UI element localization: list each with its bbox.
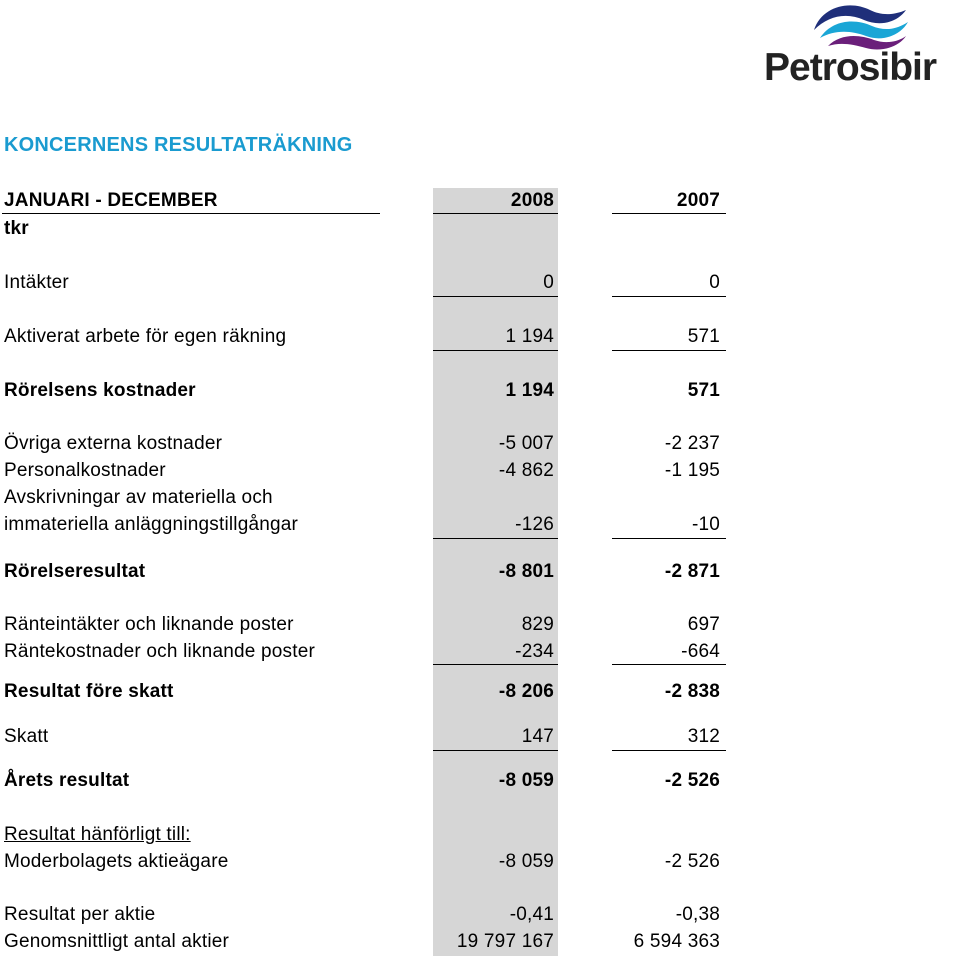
row-rule — [433, 296, 558, 297]
row-value-2008: -126 — [515, 514, 554, 535]
row-label: Resultat hänförligt till: — [4, 824, 191, 845]
unit-label: tkr — [4, 218, 29, 239]
row-rule — [433, 350, 558, 351]
row-value-2007: -10 — [691, 514, 720, 535]
row-rule — [612, 664, 726, 665]
row-value-2007: 697 — [687, 614, 720, 635]
row-value-2007: 571 — [687, 326, 720, 347]
row-label: Resultat före skatt — [4, 681, 174, 702]
row-rule — [433, 538, 558, 539]
document-title: KONCERNENS RESULTATRÄKNING — [4, 134, 353, 156]
row-rule — [612, 750, 726, 751]
row-value-2007: -1 195 — [664, 460, 720, 481]
wave-swoosh-icon — [810, 0, 910, 52]
row-value-2008: 19 797 167 — [456, 931, 554, 952]
column-header-2007: 2007 — [676, 190, 720, 211]
column-header-2008: 2008 — [510, 190, 554, 211]
row-label: Rörelsens kostnader — [4, 380, 196, 401]
row-value-2007: -2 838 — [664, 681, 720, 702]
row-value-2008: 1 194 — [505, 326, 554, 347]
row-value-2008: -8 206 — [498, 681, 554, 702]
row-value-2008: -4 862 — [498, 460, 554, 481]
header-rule-label — [2, 213, 380, 214]
row-label: Intäkter — [4, 272, 69, 293]
row-label: Räntekostnader och liknande poster — [4, 641, 315, 662]
row-value-2008: -8 059 — [498, 770, 554, 791]
row-value-2007: -2 871 — [664, 561, 720, 582]
row-value-2008: -234 — [515, 641, 554, 662]
row-label: Moderbolagets aktieägare — [4, 851, 229, 872]
petrosibir-logo — [760, 0, 960, 95]
period-header: JANUARI - DECEMBER — [4, 190, 218, 211]
row-label: Rörelseresultat — [4, 561, 146, 582]
row-value-2008: 0 — [543, 272, 554, 293]
row-label: Skatt — [4, 726, 49, 747]
row-value-2008: -5 007 — [498, 433, 554, 454]
row-label: Ränteintäkter och liknande poster — [4, 614, 294, 635]
header-rule-2008 — [433, 213, 558, 214]
row-value-2007: -2 526 — [664, 770, 720, 791]
logo-wordmark: Petrosibir — [764, 46, 937, 89]
row-value-2007: 6 594 363 — [633, 931, 720, 952]
row-label: Personalkostnader — [4, 460, 166, 481]
row-value-2007: -0,38 — [675, 904, 720, 925]
row-label: Resultat per aktie — [4, 904, 156, 925]
row-value-2008: -8 059 — [498, 851, 554, 872]
row-value-2007: -2 526 — [664, 851, 720, 872]
row-rule — [433, 664, 558, 665]
row-value-2007: 0 — [709, 272, 720, 293]
row-value-2008: 829 — [521, 614, 554, 635]
row-value-2007: 571 — [687, 380, 720, 401]
row-label: immateriella anläggningstillgångar — [4, 514, 299, 535]
row-rule — [612, 296, 726, 297]
row-value-2008: 1 194 — [505, 380, 554, 401]
row-rule — [433, 750, 558, 751]
row-rule — [612, 350, 726, 351]
row-value-2008: -0,41 — [509, 904, 554, 925]
row-label: Årets resultat — [4, 770, 130, 791]
row-label: Genomsnittligt antal aktier — [4, 931, 230, 952]
row-value-2007: -664 — [681, 641, 720, 662]
header-rule-2007 — [612, 213, 726, 214]
row-rule — [612, 538, 726, 539]
row-label: Aktiverat arbete för egen räkning — [4, 326, 287, 347]
row-value-2007: -2 237 — [664, 433, 720, 454]
row-value-2008: 147 — [521, 726, 554, 747]
row-value-2007: 312 — [687, 726, 720, 747]
row-value-2008: -8 801 — [498, 561, 554, 582]
row-label: Övriga externa kostnader — [4, 433, 223, 454]
row-label: Avskrivningar av materiella och — [4, 487, 273, 508]
